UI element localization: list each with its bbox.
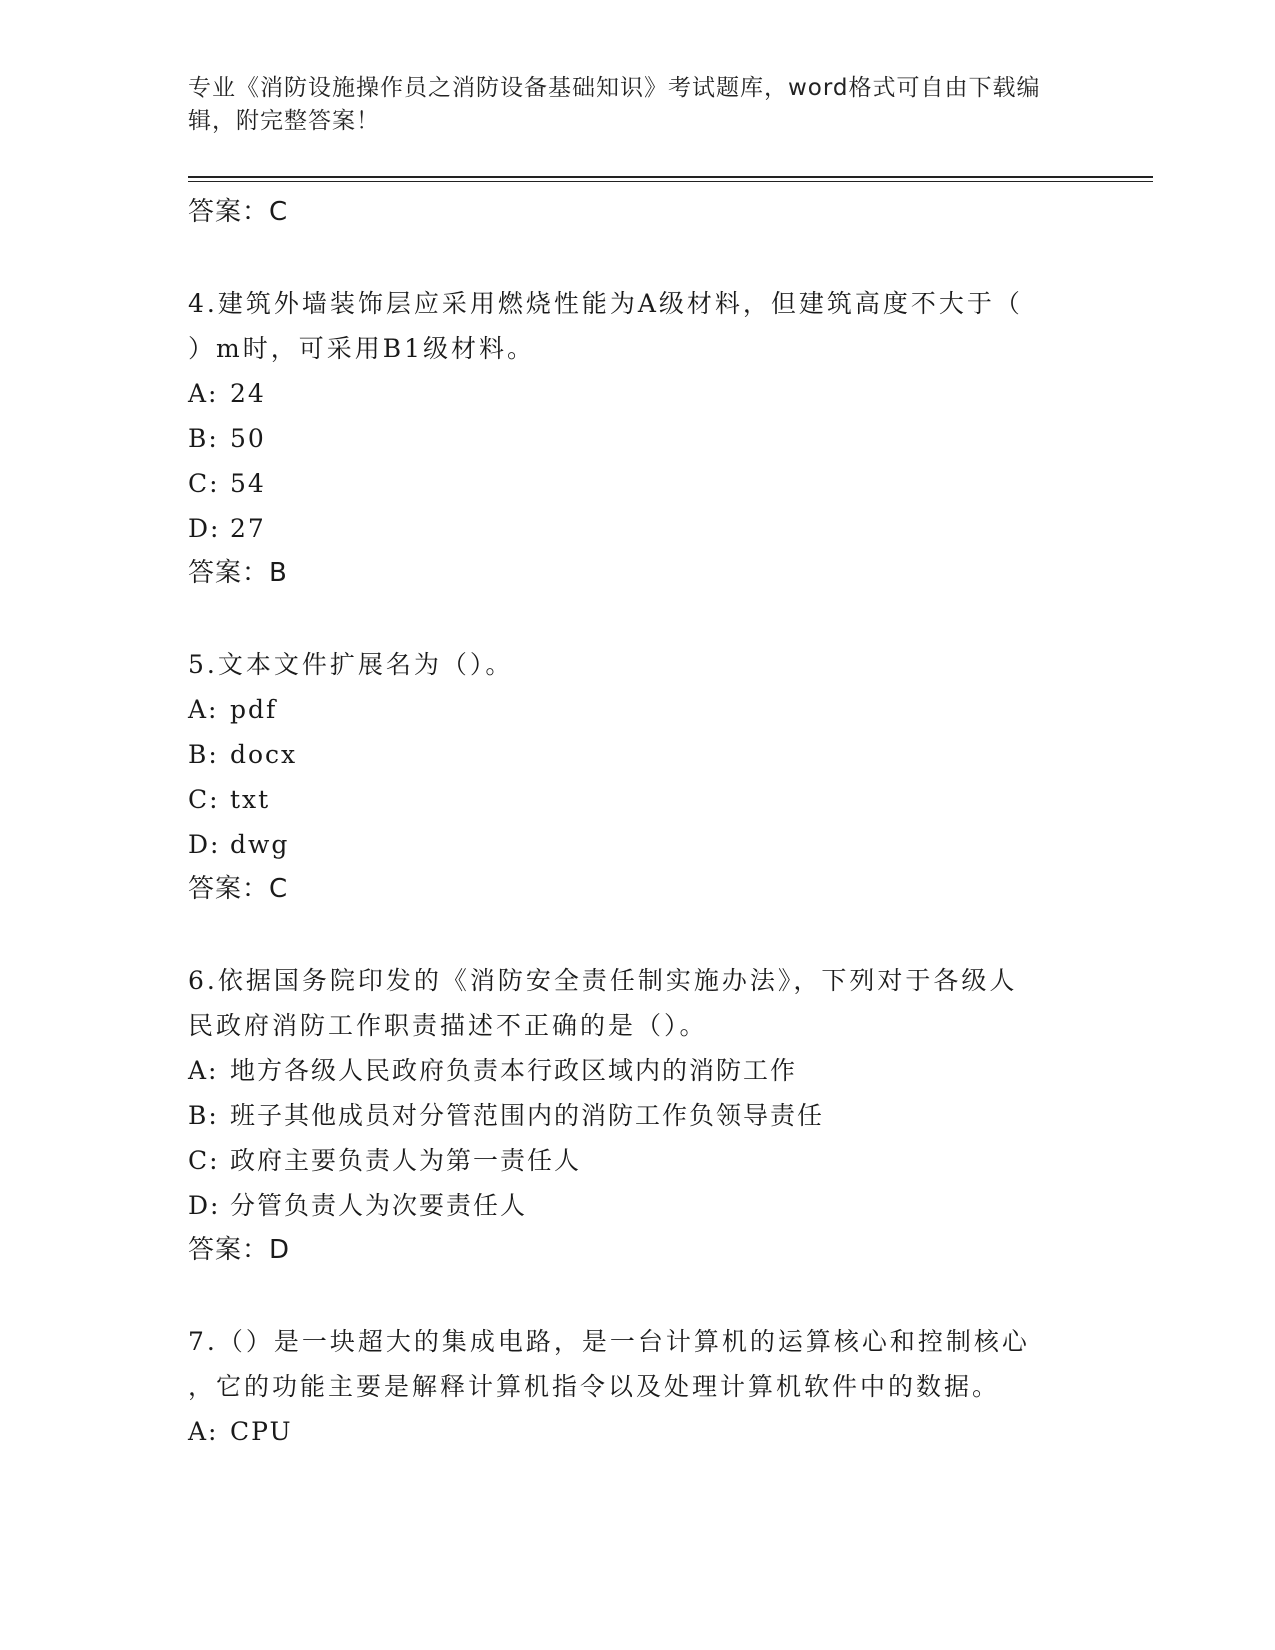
question-text-line: 6.依据国务院印发的《消防安全责任制实施办法》，下列对于各级人 [188, 966, 1018, 995]
option-letter: A: [188, 1417, 219, 1446]
option-a [188, 1048, 1068, 1093]
question-block [188, 1319, 1068, 1454]
option-c [188, 461, 1068, 506]
spacer [188, 235, 1068, 281]
option-text: CPU [230, 1417, 293, 1446]
option-text: docx [230, 740, 298, 769]
option-text: 分管负责人为次要责任人 [230, 1191, 528, 1220]
option-c [188, 777, 1068, 822]
option-d [188, 506, 1068, 551]
question-text-line: ，它的功能主要是解释计算机指令以及处理计算机软件中的数据。 [188, 1372, 1001, 1401]
option-text: 政府主要负责人为第一责任人 [230, 1146, 582, 1175]
option-a [188, 1409, 1068, 1454]
header-divider-thick [188, 176, 1153, 178]
option-text: pdf [230, 695, 278, 724]
option-text: 54 [230, 469, 266, 498]
option-b [188, 416, 1068, 461]
question-block [188, 281, 1068, 596]
option-letter: D: [188, 1191, 221, 1220]
header-divider-thin [188, 181, 1153, 182]
option-letter: B: [188, 1101, 219, 1130]
option-letter: A: [188, 379, 219, 408]
option-letter: B: [188, 740, 219, 769]
option-letter: B: [188, 424, 219, 453]
question-text-line: 4.建筑外墙装饰层应采用燃烧性能为A级材料，但建筑高度不大于（ [188, 289, 1023, 318]
option-letter: D: [188, 514, 221, 543]
option-text: 24 [230, 379, 266, 408]
option-d [188, 1183, 1068, 1228]
spacer [188, 1273, 1068, 1319]
question-block [188, 642, 1068, 912]
option-text: 27 [230, 514, 266, 543]
document-header [188, 72, 1068, 138]
option-letter: C: [188, 1146, 220, 1175]
spacer [188, 596, 1068, 642]
option-letter: C: [188, 469, 220, 498]
answer-label: 答案：D [188, 1235, 291, 1265]
option-text: dwg [230, 830, 290, 859]
option-letter: A: [188, 1056, 219, 1085]
header-line-2: 辑，附完整答案！ [188, 108, 380, 134]
header-line-1: 专业《消防设施操作员之消防设备基础知识》考试题库，word格式可自由下载编 [188, 75, 1041, 101]
option-letter: C: [188, 785, 220, 814]
question-block [188, 958, 1068, 1273]
option-d [188, 822, 1068, 867]
option-a [188, 687, 1068, 732]
option-text: 地方各级人民政府负责本行政区域内的消防工作 [230, 1056, 798, 1085]
option-text: 班子其他成员对分管范围内的消防工作负领导责任 [230, 1101, 825, 1130]
question-text-line: 7.（）是一块超大的集成电路，是一台计算机的运算核心和控制核心 [188, 1327, 1030, 1356]
option-b [188, 732, 1068, 777]
answer-label: 答案：C [188, 874, 289, 904]
question-text-line: 5.文本文件扩展名为（）。 [188, 650, 514, 679]
option-a [188, 371, 1068, 416]
option-letter: A: [188, 695, 219, 724]
question-text-line: 民政府消防工作职责描述不正确的是（）。 [188, 1011, 708, 1040]
option-text: 50 [230, 424, 266, 453]
previous-answer: 答案：C [188, 197, 289, 227]
option-text: txt [230, 785, 271, 814]
option-c [188, 1138, 1068, 1183]
option-b [188, 1093, 1068, 1138]
question-list [188, 190, 1068, 1454]
question-text-line: ）m时，可采用B1级材料。 [188, 334, 535, 363]
spacer [188, 912, 1068, 958]
option-letter: D: [188, 830, 221, 859]
answer-label: 答案：B [188, 558, 288, 588]
